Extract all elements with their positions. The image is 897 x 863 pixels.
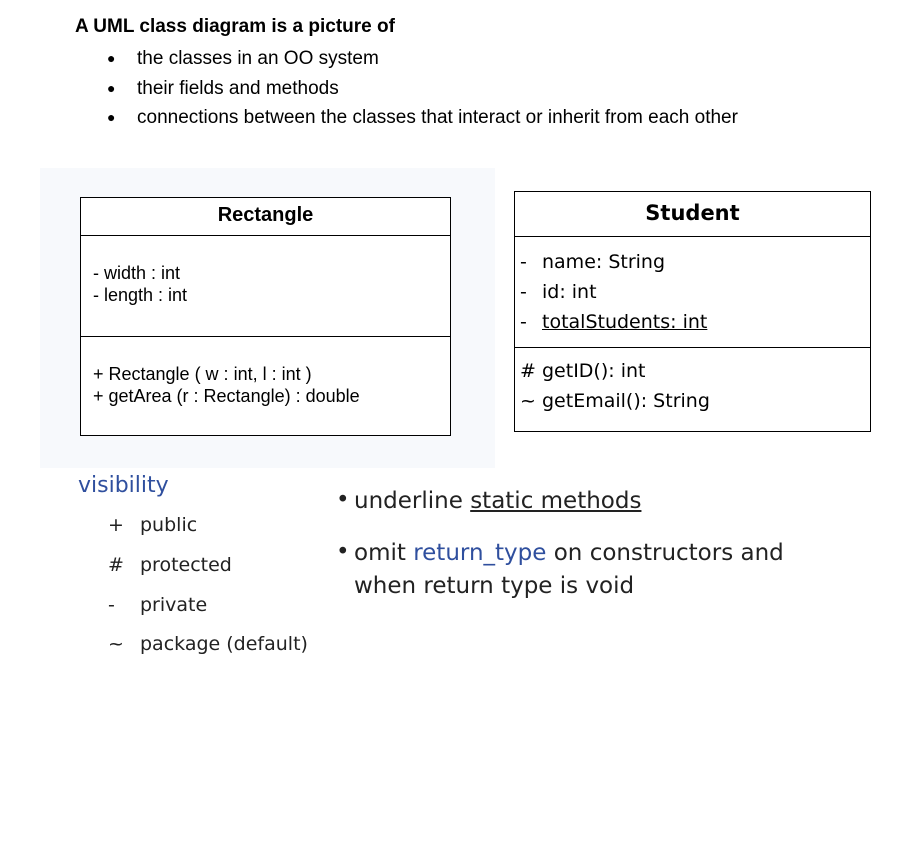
- rectangle-class-box: [80, 197, 451, 436]
- rectangle-fields-section: [81, 236, 450, 337]
- visibility-item-package: [108, 633, 308, 655]
- intro-bullet-item: ● their fields and methods: [0, 74, 738, 104]
- bullet-dot: •: [336, 487, 350, 513]
- visibility-label: package (default): [140, 633, 308, 655]
- visibility-label: protected: [140, 554, 232, 576]
- student-method: [520, 356, 870, 386]
- note-text: underline: [354, 488, 471, 514]
- note-underlined-example: static methods: [470, 488, 642, 514]
- student-class-name: Student: [515, 192, 870, 237]
- intro-bullet-item: ● connections between the classes that interact or inherit from each other: [0, 103, 738, 133]
- rectangle-field: - width : int: [93, 263, 181, 283]
- visibility-label: public: [140, 514, 198, 536]
- rectangle-methods-section: [81, 337, 450, 407]
- rectangle-class-name: Rectangle: [81, 198, 450, 236]
- rectangle-method: + Rectangle ( w : int, l : int ): [93, 364, 312, 384]
- visibility-symbol: -: [520, 251, 527, 273]
- intro-bullet-item: ● the classes in an OO system: [0, 44, 738, 74]
- student-method-text: getID(): int: [542, 360, 646, 382]
- student-field: [520, 247, 870, 277]
- student-method: [520, 386, 870, 416]
- visibility-symbol: ~: [520, 390, 536, 412]
- intro-bullet-list: [0, 44, 738, 133]
- note-keyword: return_type: [413, 540, 547, 566]
- student-methods-section: [515, 348, 870, 416]
- rectangle-field: - length : int: [93, 285, 188, 305]
- visibility-symbol: +: [108, 514, 124, 536]
- page-heading: A UML class diagram is a picture of: [75, 16, 395, 37]
- note-underline-static: [336, 487, 642, 514]
- note-text: when return type is void: [354, 573, 635, 599]
- visibility-symbol: -: [108, 594, 115, 616]
- bullet-dot: •: [336, 539, 350, 565]
- student-field: [520, 277, 870, 307]
- visibility-symbol: #: [520, 360, 536, 382]
- visibility-symbol: -: [520, 281, 527, 303]
- student-field-text: name: String: [542, 251, 666, 273]
- student-fields-section: [515, 237, 870, 348]
- visibility-symbol: -: [520, 311, 527, 333]
- rectangle-method: + getArea (r : Rectangle) : double: [93, 386, 360, 406]
- visibility-symbol: #: [108, 554, 124, 576]
- visibility-symbol: ~: [108, 633, 124, 655]
- visibility-item-protected: [108, 554, 232, 576]
- visibility-label: private: [140, 594, 208, 616]
- visibility-title: visibility: [78, 473, 169, 498]
- student-class-box: [514, 191, 871, 432]
- note-text: omit: [354, 540, 414, 566]
- student-field-static: [520, 307, 870, 337]
- student-field-text: id: int: [542, 281, 597, 303]
- student-method-text: getEmail(): String: [542, 390, 710, 412]
- visibility-item-public: [108, 514, 197, 536]
- student-field-text-static: totalStudents: int: [542, 311, 708, 333]
- note-omit-return-type: [336, 537, 784, 603]
- visibility-item-private: [108, 594, 207, 616]
- note-text: on constructors and: [546, 540, 784, 566]
